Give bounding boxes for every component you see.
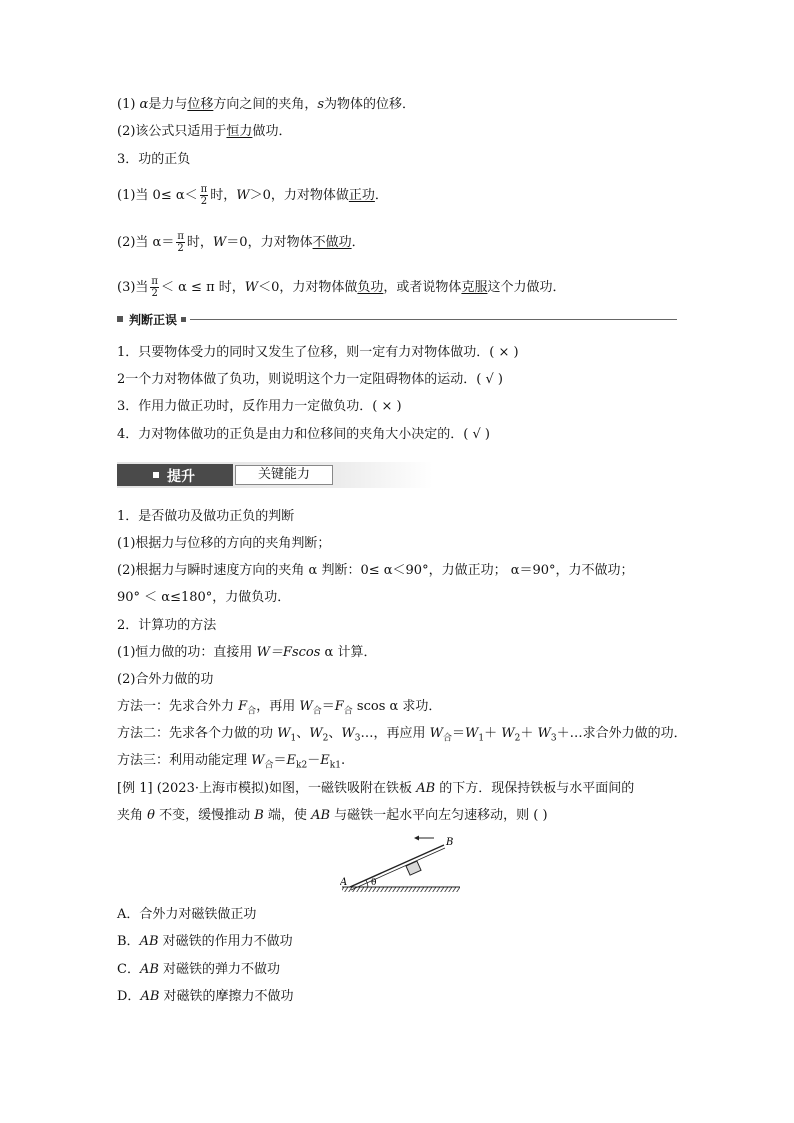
text: ，再用	[256, 699, 300, 714]
section-header-true-false	[117, 311, 677, 327]
paragraph-by-velocity-cont: 90° ＜ α≤180°，力做负功．	[117, 590, 291, 605]
s-symbol: s	[317, 97, 325, 112]
section-title: 判断正误	[129, 312, 178, 327]
iron-plate-ab	[350, 845, 444, 887]
paragraph-by-displacement: (1)根据力与位移的方向的夹角判断；	[117, 536, 331, 551]
option-label: D．	[117, 989, 141, 1004]
text: ＜0，力对物体做	[258, 280, 358, 295]
w-symbol: W	[537, 726, 551, 741]
theta-symbol: θ	[147, 808, 155, 823]
paragraph-constant-force	[117, 123, 291, 141]
example-tag: [例 1]	[117, 781, 153, 796]
fraction-pi-over-2	[150, 276, 159, 299]
text: .	[340, 753, 346, 768]
fraction-pi-over-2	[176, 231, 185, 254]
ab-symbol: AB	[311, 808, 331, 823]
numerator: π	[151, 276, 158, 287]
formula: W＝Fscos	[256, 645, 321, 660]
text: 的下方．现保持铁板与水平面间的	[435, 781, 635, 796]
magnet-block	[406, 861, 421, 875]
section-divider	[190, 319, 677, 320]
b-symbol: B	[254, 808, 264, 823]
option-b	[117, 933, 293, 951]
text: 方法三：利用动能定理	[117, 753, 252, 768]
text: －	[307, 753, 321, 768]
ab-symbol: AB	[416, 781, 436, 796]
banner-title: 提升	[167, 469, 195, 485]
square-bullet-icon	[117, 316, 123, 322]
text: ．	[374, 188, 388, 203]
underlined-term: 位移	[187, 97, 214, 112]
paragraph-positive-work	[117, 184, 388, 207]
e-symbol: E	[286, 753, 297, 768]
text: 做功．	[252, 124, 292, 139]
denominator: 2	[151, 288, 158, 299]
judgment-item-4: 4．力对物体做功的正负是由力和位移间的夹角大小决定的．( √ )	[117, 427, 490, 442]
text: 端，使	[263, 808, 312, 823]
text: (2)当 α＝	[117, 235, 175, 250]
underlined-term: 克服	[461, 280, 488, 295]
denominator: 2	[200, 196, 208, 207]
text: 与磁铁一起水平向左匀速移动，则 ( )	[330, 808, 548, 823]
subscript: 3	[550, 733, 557, 744]
judgment-item-1: 1．只要物体受力的同时又发生了位移，则一定有力对物体做功．( × )	[117, 345, 519, 360]
text: 对磁铁的弹力不做功	[158, 962, 281, 977]
section-banner-key-ability	[117, 462, 433, 488]
text: (1)当 0≤ α＜	[117, 188, 198, 203]
text: 时，	[210, 188, 237, 203]
w-symbol: W	[244, 280, 259, 295]
square-bullet-icon	[181, 317, 186, 322]
paragraph-alpha-definition	[117, 96, 415, 114]
subscript: 合	[247, 706, 257, 717]
label-b: B	[446, 837, 454, 848]
judgment-item-3: 3．作用力做正功时，反作用力一定做负功．( × )	[117, 399, 402, 414]
subscript: k1	[329, 760, 341, 771]
w-symbol: W	[299, 699, 313, 714]
subscript: 合	[312, 706, 322, 717]
w-symbol: W	[341, 726, 355, 741]
text: …，再应用	[360, 726, 430, 741]
text: 夹角	[117, 808, 148, 823]
numerator: π	[200, 184, 208, 195]
underlined-term: 不做功	[312, 235, 352, 250]
text: ＝	[321, 699, 335, 714]
banner-subtitle: 关键能力	[235, 465, 333, 485]
text: 对磁铁的摩擦力不做功	[159, 989, 294, 1004]
text: 方法一：先求合外力	[117, 699, 239, 714]
ab-symbol: AB	[139, 962, 159, 977]
text: 、	[328, 726, 342, 741]
ground-hatching	[342, 887, 460, 892]
w-symbol: W	[251, 753, 265, 768]
label-theta: θ	[371, 878, 377, 888]
text: ＞0，力对物体做	[249, 188, 349, 203]
paragraph-constant-force-work	[117, 644, 376, 662]
label-a: A	[340, 877, 348, 888]
text: 、	[296, 726, 310, 741]
option-d	[117, 988, 294, 1006]
text: 时，	[186, 235, 213, 250]
text: 这个力做功．	[487, 280, 566, 295]
w-symbol: W	[212, 235, 227, 250]
paragraph-net-force-work: (2)合外力做的功	[117, 672, 214, 687]
square-bullet-icon	[153, 472, 159, 478]
subscript: 合	[443, 733, 453, 744]
heading-judging-work: 1．是否做功及做功正负的判断	[117, 509, 295, 524]
subscript: k2	[296, 760, 308, 771]
method-1	[117, 698, 441, 721]
w-symbol: W	[465, 726, 479, 741]
underlined-term: 正功	[348, 188, 375, 203]
text: (2)该公式只适用于	[117, 124, 227, 139]
w-symbol: W	[429, 726, 444, 741]
w-symbol: W	[236, 188, 250, 203]
text: 方向之间的夹角，	[213, 97, 318, 112]
method-3	[117, 752, 345, 775]
denominator: 2	[177, 243, 184, 254]
incline-magnet-figure	[340, 833, 464, 897]
banner-dark-block	[117, 464, 233, 486]
text: ＋…求合外力做的功．	[556, 726, 687, 741]
heading-work-methods: 2．计算功的方法	[117, 618, 217, 633]
method-2	[117, 725, 687, 748]
option-label: C．	[117, 962, 140, 977]
judgment-item-2: 2一个力对物体做了负功，则说明这个力一定阻碍物体的运动．( √ )	[117, 372, 503, 387]
paragraph-by-velocity: (2)根据力与瞬时速度方向的夹角 α 判断：0≤ α＜90°，力做正功； α＝90°，力不做功；	[117, 563, 634, 578]
w-symbol: W	[309, 726, 323, 741]
text: ，或者说物体	[383, 280, 462, 295]
option-a: A．合外力对磁铁做正功	[117, 907, 257, 922]
ab-symbol: AB	[140, 989, 160, 1004]
f-symbol: F	[334, 699, 344, 714]
text: 为物体的位移．	[324, 97, 416, 112]
subscript: 1	[478, 733, 485, 744]
fraction-pi-over-2	[200, 184, 209, 207]
text: (1)	[117, 97, 140, 112]
arrow-head-icon	[414, 836, 419, 841]
text: scos α 求功．	[352, 699, 442, 714]
subscript: 合	[343, 706, 353, 717]
text: (3)当	[117, 280, 149, 295]
option-c	[117, 961, 280, 979]
subscript: 2	[514, 733, 521, 744]
text: α 计算．	[320, 645, 377, 660]
text: 是力与	[148, 97, 188, 112]
f-symbol: F	[238, 699, 248, 714]
text: 对磁铁的作用力不做功	[158, 934, 293, 949]
text: ＝	[452, 726, 466, 741]
alpha-symbol: α	[139, 97, 149, 112]
text: ＜ α ≤ π 时，	[161, 280, 245, 295]
text: 不变，缓慢推动	[154, 808, 255, 823]
text: ＝	[273, 753, 287, 768]
underlined-term: 负功	[357, 280, 384, 295]
numerator: π	[177, 231, 184, 242]
text: ＋	[484, 726, 502, 741]
text: ．	[351, 235, 365, 250]
text: 方法二：先求各个力做的功	[117, 726, 278, 741]
subscript: 2	[322, 733, 329, 744]
e-symbol: E	[320, 753, 330, 768]
ab-symbol: AB	[139, 934, 159, 949]
heading-work-sign: 3．功的正负	[117, 152, 191, 167]
example-1-stem-cont	[117, 807, 548, 825]
underlined-term: 恒力	[226, 124, 253, 139]
subscript: 3	[354, 733, 361, 744]
subscript: 合	[264, 760, 274, 771]
w-symbol: W	[277, 726, 291, 741]
text: ＝0，力对物体	[226, 235, 313, 250]
iron-plate-ab-edge	[351, 848, 445, 890]
paragraph-negative-work	[117, 276, 565, 299]
option-label: B．	[117, 934, 140, 949]
text: (1)恒力做的功：直接用	[117, 645, 257, 660]
text: (2023·上海市模拟)如图，一磁铁吸附在铁板	[152, 781, 417, 796]
paragraph-zero-work	[117, 231, 365, 254]
w-symbol: W	[501, 726, 515, 741]
example-1-stem	[117, 780, 634, 798]
text: ＋	[520, 726, 538, 741]
subscript: 1	[290, 733, 297, 744]
